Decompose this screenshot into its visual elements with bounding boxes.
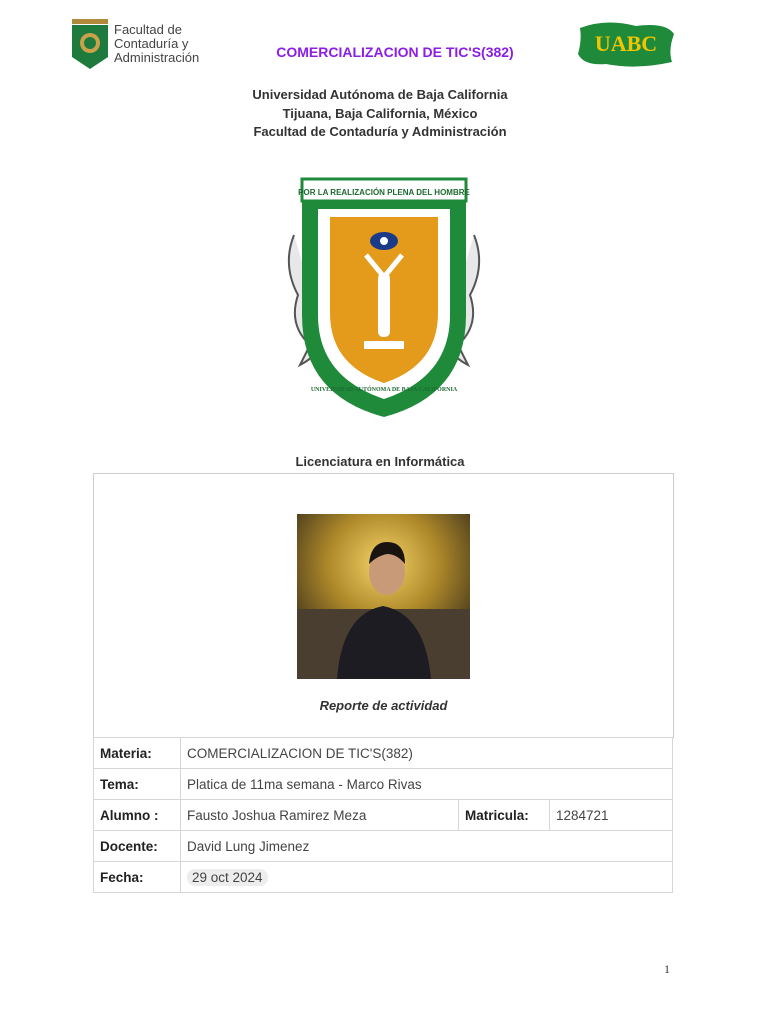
faculty-logo-line: Contaduría y <box>114 36 189 51</box>
table-row <box>94 769 673 800</box>
table-row <box>94 738 673 769</box>
alumno-label: Alumno : <box>94 800 181 831</box>
uabc-logo <box>576 20 676 68</box>
materia-label: Materia: <box>94 738 181 769</box>
uabc-crest <box>280 165 488 423</box>
tema-value: Platica de 11ma semana - Marco Rivas <box>181 769 673 800</box>
university-name: Universidad Autónoma de Baja California <box>252 87 508 102</box>
faculty-logo-line: Facultad de <box>114 22 182 37</box>
date-chip[interactable]: 29 oct 2024 <box>187 869 268 886</box>
student-photo <box>297 514 470 679</box>
info-table <box>93 737 673 893</box>
table-row <box>94 862 673 893</box>
report-card <box>93 473 674 738</box>
fecha-cell <box>181 862 673 893</box>
faculty-shield-icon <box>72 19 108 69</box>
institution-block <box>180 86 580 142</box>
docente-label: Docente: <box>94 831 181 862</box>
faculty-logo-line: Administración <box>114 50 200 65</box>
docente-value: David Lung Jimenez <box>181 831 673 862</box>
materia-value: COMERCIALIZACION DE TIC'S(382) <box>181 738 673 769</box>
faculty-name: Facultad de Contaduría y Administración <box>253 124 507 139</box>
table-row <box>94 831 673 862</box>
tema-label: Tema: <box>94 769 181 800</box>
report-title: Reporte de actividad <box>319 698 448 713</box>
table-row <box>94 800 673 831</box>
fecha-label: Fecha: <box>94 862 181 893</box>
course-title: COMERCIALIZACION DE TIC'S(382) <box>276 44 514 60</box>
alumno-value: Fausto Joshua Ramirez Meza <box>181 800 459 831</box>
matricula-value: 1284721 <box>550 800 673 831</box>
crest-motto: POR LA REALIZACIÓN PLENA DEL HOMBRE <box>298 188 470 197</box>
location: Tijuana, Baja California, México <box>282 105 478 121</box>
page-number: 1 <box>664 962 670 976</box>
uabc-logo-text: UABC <box>594 31 658 56</box>
matricula-label: Matricula: <box>459 800 550 831</box>
program-name: Licenciatura en Informática <box>295 454 465 469</box>
crest-ring-text: UNIVERSIDAD AUTÓNOMA DE BAJA CALIFORNIA <box>310 387 458 393</box>
faculty-logo <box>70 17 230 71</box>
